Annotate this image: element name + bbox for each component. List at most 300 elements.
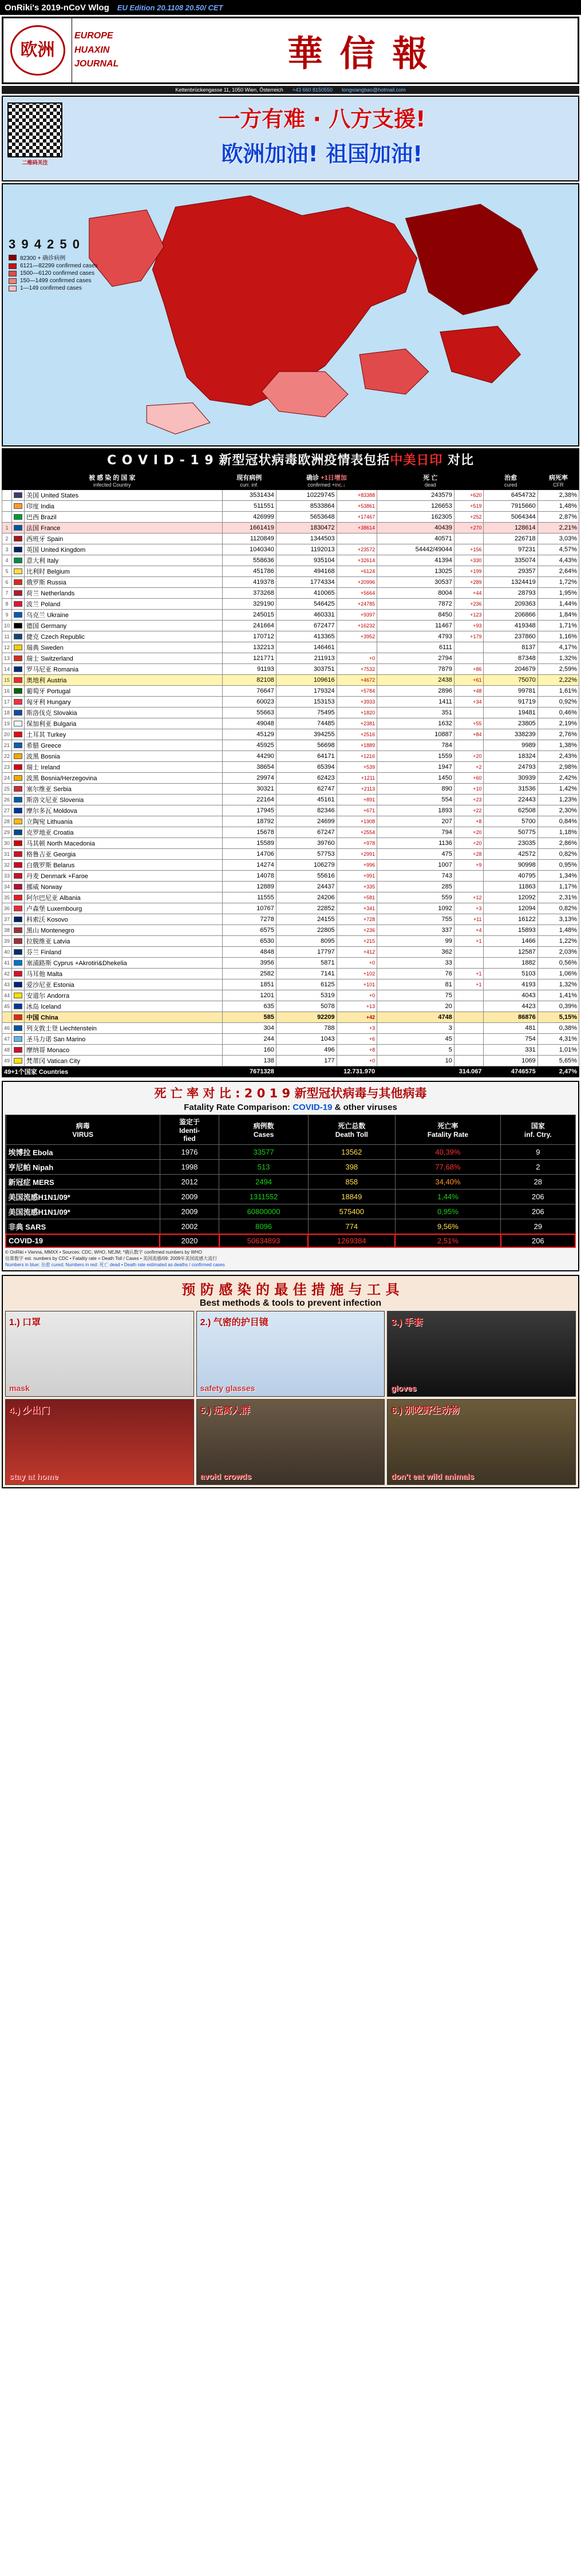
confirmed-delta: +38614: [337, 523, 377, 534]
country-name: 圣马力诺 San Marino: [25, 1034, 223, 1045]
country-name: 瑞士 Switzerland: [25, 653, 223, 664]
col-country: 被 感 染 的 国 家 infected Country: [2, 471, 223, 490]
confirmed-cases: 39760: [276, 838, 337, 849]
table-row: [2, 610, 579, 621]
country-flag-icon: [12, 512, 25, 523]
table-row: [2, 708, 579, 718]
confirmed-delta: [337, 534, 377, 544]
deaths: 40439: [377, 523, 454, 534]
row-rank: 16: [2, 686, 12, 697]
deaths: 554: [377, 795, 454, 805]
virus-fatality-rate: 1,44%: [395, 1190, 500, 1204]
country-flag-icon: [12, 621, 25, 631]
current-cases: 11555: [222, 892, 276, 903]
deaths-delta: +123: [454, 610, 484, 621]
total-label: 49+1个国家 Countries: [2, 1066, 223, 1077]
map-legend: [9, 237, 98, 291]
prevention-item-en: safety glasses: [200, 1384, 255, 1393]
virus-fatality-rate: 40,39%: [395, 1145, 500, 1160]
legend-row: [9, 285, 98, 291]
cured: 23805: [484, 718, 537, 729]
cured: 5700: [484, 816, 537, 827]
virus-country-count: 2: [501, 1160, 575, 1175]
row-rank: 36: [2, 903, 12, 914]
fatality-table: [5, 1115, 576, 1248]
fatality-subtitle-pre: Fatality Rate Comparison:: [184, 1103, 293, 1112]
virus-country-count: 9: [501, 1145, 575, 1160]
country-flag-icon: [12, 816, 25, 827]
row-rank: 33: [2, 871, 12, 882]
total-cfr: 2,47%: [537, 1066, 579, 1077]
confirmed-delta: +539: [337, 762, 377, 773]
current-cases: 304: [222, 1023, 276, 1034]
cured: 23035: [484, 838, 537, 849]
country-name: 安道尔 Andorra: [25, 990, 223, 1001]
deaths-delta: +60: [454, 773, 484, 784]
deaths: 13025: [377, 566, 454, 577]
country-name: 俄罗斯 Russia: [25, 577, 223, 588]
confirmed-cases: 303751: [276, 664, 337, 675]
cured: 8137: [484, 642, 537, 653]
row-rank: 2: [2, 534, 12, 544]
current-cases: 14078: [222, 871, 276, 882]
deaths: 1632: [377, 718, 454, 729]
deaths-delta: +86: [454, 664, 484, 675]
legend-row: [9, 253, 98, 262]
qr-caption: 二维码关注: [22, 160, 48, 165]
confirmed-cases: 494168: [276, 566, 337, 577]
deaths-delta: +4: [454, 925, 484, 936]
cfr: 1,61%: [537, 686, 579, 697]
prevention-title-cn: 预 防 感 染 的 最 佳 措 施 与 工 具: [181, 1282, 400, 1298]
confirmed-cases: 496: [276, 1045, 337, 1056]
deaths-delta: +3: [454, 903, 484, 914]
confirmed-delta: +0: [337, 653, 377, 664]
cured: 12094: [484, 903, 537, 914]
deaths-delta: +20: [454, 827, 484, 838]
row-rank: 21: [2, 740, 12, 751]
row-rank: 24: [2, 773, 12, 784]
deaths: 6111: [377, 642, 454, 653]
country-name: 芬兰 Finland: [25, 947, 223, 958]
current-cases: 7278: [222, 914, 276, 925]
qr-code-icon[interactable]: [7, 102, 62, 157]
confirmed-delta: +1211: [337, 773, 377, 784]
table-row: [2, 534, 579, 544]
deaths: 8004: [377, 588, 454, 599]
country-flag-icon: [12, 838, 25, 849]
confirmed-delta: +17467: [337, 512, 377, 523]
total-current: 7671328: [222, 1066, 276, 1077]
confirmed-cases: 1192013: [276, 544, 337, 555]
cfr: 3,13%: [537, 914, 579, 925]
cfr: 0,95%: [537, 860, 579, 871]
row-rank: 22: [2, 751, 12, 762]
confirmed-delta: +8: [337, 1045, 377, 1056]
cured: 19481: [484, 708, 537, 718]
cured: 338239: [484, 729, 537, 740]
cured: 22443: [484, 795, 537, 805]
country-name: 拉脱维亚 Latvia: [25, 936, 223, 947]
cured: 7915660: [484, 501, 537, 512]
virus-cases: 2494: [219, 1175, 309, 1190]
country-flag-icon: [12, 686, 25, 697]
cured: 30939: [484, 773, 537, 784]
cured: 5103: [484, 969, 537, 979]
confirmed-cases: 153153: [276, 697, 337, 708]
fatality-header-row: [6, 1115, 575, 1145]
deaths: 890: [377, 784, 454, 795]
country-name: 中国 China: [25, 1012, 223, 1023]
confirmed-delta: +7532: [337, 664, 377, 675]
prevention-item-cn: 3.) 手套: [391, 1318, 423, 1328]
prevention-item: [196, 1311, 385, 1397]
country-flag-icon: [12, 762, 25, 773]
deaths: 40571: [377, 534, 454, 544]
cfr: 1,42%: [537, 784, 579, 795]
map-graphic: [3, 184, 578, 445]
virus-deaths: 1269384: [308, 1234, 395, 1247]
virus-cases: 8096: [219, 1219, 309, 1235]
table-row: [2, 892, 579, 903]
prevention-item-cn: 2.) 气密的护目镜: [200, 1318, 268, 1328]
row-rank: 27: [2, 805, 12, 816]
col-cured: 治愈 cured: [484, 471, 537, 490]
confirmed-cases: 788: [276, 1023, 337, 1034]
table-row: [2, 1034, 579, 1045]
deaths: 10: [377, 1056, 454, 1066]
current-cases: 30321: [222, 784, 276, 795]
current-cases: 244: [222, 1034, 276, 1045]
deaths-delta: +61: [454, 675, 484, 686]
deaths-delta: [454, 958, 484, 969]
row-rank: 11: [2, 631, 12, 642]
table-row: [2, 544, 579, 555]
row-rank: 14: [2, 664, 12, 675]
legend-label: 1500—6120 confirmed cases: [20, 270, 95, 276]
country-flag-icon: [12, 675, 25, 686]
current-cases: 18792: [222, 816, 276, 827]
confirmed-delta: +341: [337, 903, 377, 914]
virus-year: 2002: [160, 1219, 219, 1235]
cfr: 2,03%: [537, 947, 579, 958]
virus-country-count: 206: [501, 1234, 575, 1247]
cured: 6454732: [484, 490, 537, 501]
country-name: 白俄罗斯 Belarus: [25, 860, 223, 871]
table-row: [2, 1023, 579, 1034]
deaths: 1893: [377, 805, 454, 816]
cured: 1324419: [484, 577, 537, 588]
current-cases: 15678: [222, 827, 276, 838]
deaths: 1450: [377, 773, 454, 784]
country-name: 波兰 Poland: [25, 599, 223, 610]
current-cases: 3956: [222, 958, 276, 969]
deaths-delta: +44: [454, 588, 484, 599]
country-flag-icon: [12, 979, 25, 990]
cfr: 2,30%: [537, 805, 579, 816]
cfr: 2,76%: [537, 729, 579, 740]
cured: 24793: [484, 762, 537, 773]
current-cases: 60023: [222, 697, 276, 708]
row-rank: 10: [2, 621, 12, 631]
confirmed-delta: +32614: [337, 555, 377, 566]
current-cases: 1120849: [222, 534, 276, 544]
cured: 331: [484, 1045, 537, 1056]
table-row: [2, 795, 579, 805]
table-row: [2, 686, 579, 697]
country-flag-icon: [12, 501, 25, 512]
cfr: 1,23%: [537, 795, 579, 805]
deaths: 33: [377, 958, 454, 969]
deaths-delta: +289: [454, 577, 484, 588]
virus-fatality-rate: 0,95%: [395, 1204, 500, 1219]
col-current: 现有病例 curr. inf.: [222, 471, 276, 490]
country-flag-icon: [12, 566, 25, 577]
cfr: 4,31%: [537, 1034, 579, 1045]
cfr: 2,86%: [537, 838, 579, 849]
country-flag-icon: [12, 936, 25, 947]
virus-year: 1976: [160, 1145, 219, 1160]
deaths-delta: +55: [454, 718, 484, 729]
confirmed-delta: +728: [337, 914, 377, 925]
confirmed-delta: +2516: [337, 729, 377, 740]
cfr: 1,32%: [537, 979, 579, 990]
deaths: 54442/49044: [377, 544, 454, 555]
deaths: 351: [377, 708, 454, 718]
country-name: 塞尔维亚 Serbia: [25, 784, 223, 795]
row-rank: 19: [2, 718, 12, 729]
deaths-delta: +28: [454, 849, 484, 860]
confirmed-delta: +996: [337, 860, 377, 871]
country-flag-icon: [12, 740, 25, 751]
country-name: 西班牙 Spain: [25, 534, 223, 544]
virus-deaths: 398: [308, 1160, 395, 1175]
deaths-delta: +1: [454, 979, 484, 990]
footnote-1: © OnRiki • Vienna, MMXX • Sources: CDC, WHO, NEJM; *确认数字 confirmed numbers by WHO: [5, 1250, 202, 1255]
table-row: [2, 664, 579, 675]
cured: 91719: [484, 697, 537, 708]
country-name: 保加利亚 Bulgaria: [25, 718, 223, 729]
country-flag-icon: [12, 1001, 25, 1012]
title-part-4: 对比: [442, 453, 475, 468]
confirmed-cases: 935104: [276, 555, 337, 566]
fatality-row: [6, 1160, 575, 1175]
table-title: [2, 448, 579, 471]
current-cases: 29974: [222, 773, 276, 784]
cfr: 2,98%: [537, 762, 579, 773]
confirmed-cases: 413365: [276, 631, 337, 642]
country-flag-icon: [12, 555, 25, 566]
current-cases: 91193: [222, 664, 276, 675]
logo-cn-text: 欧洲: [20, 41, 55, 60]
country-flag-icon: [12, 642, 25, 653]
deaths: 3: [377, 1023, 454, 1034]
current-cases: 10767: [222, 903, 276, 914]
prevention-item-cn: 4.) 少出门: [9, 1406, 50, 1416]
confirmed-cases: 460331: [276, 610, 337, 621]
country-flag-icon: [12, 892, 25, 903]
country-flag-icon: [12, 805, 25, 816]
legend-row: [9, 263, 98, 269]
confirmed-delta: +991: [337, 871, 377, 882]
country-name: 马耳他 Malta: [25, 969, 223, 979]
country-name: 斯洛伐克 Slovakia: [25, 708, 223, 718]
cfr: 4,43%: [537, 555, 579, 566]
deaths-delta: [454, 1012, 484, 1023]
deaths: 337: [377, 925, 454, 936]
country-name: 巴西 Brazil: [25, 512, 223, 523]
deaths-delta: [454, 871, 484, 882]
cured: 206866: [484, 610, 537, 621]
country-name: 德国 Germany: [25, 621, 223, 631]
current-cases: 419378: [222, 577, 276, 588]
deaths: 11467: [377, 621, 454, 631]
cfr: 1,22%: [537, 936, 579, 947]
country-flag-icon: [12, 958, 25, 969]
cured: 29357: [484, 566, 537, 577]
confirmed-cases: 57753: [276, 849, 337, 860]
prevention-item-cn: 1.) 口罩: [9, 1318, 41, 1328]
journal-words: [72, 18, 140, 82]
country-flag-icon: [12, 1012, 25, 1023]
row-rank: 49: [2, 1056, 12, 1066]
table-row: [2, 958, 579, 969]
confirmed-delta: +891: [337, 795, 377, 805]
confirmed-cases: 1344503: [276, 534, 337, 544]
deaths-delta: +252: [454, 512, 484, 523]
country-name: 土耳其 Turkey: [25, 729, 223, 740]
cured: 4193: [484, 979, 537, 990]
current-cases: 138: [222, 1056, 276, 1066]
country-name: 葡萄牙 Portugal: [25, 686, 223, 697]
virus-country-count: 29: [501, 1219, 575, 1235]
country-name: 印度 India: [25, 501, 223, 512]
country-flag-icon: [12, 795, 25, 805]
cured: 5064344: [484, 512, 537, 523]
current-cases: 170712: [222, 631, 276, 642]
confirmed-cases: 5653648: [276, 512, 337, 523]
virus-name: 新冠症 MERS: [6, 1175, 160, 1190]
deaths: 41394: [377, 555, 454, 566]
email[interactable]: tongxiangbao@hotmail.com: [342, 87, 406, 93]
current-cases: 329190: [222, 599, 276, 610]
table-row: [2, 762, 579, 773]
country-name: 摩纳哥 Monaco: [25, 1045, 223, 1056]
confirmed-cases: 146461: [276, 642, 337, 653]
deaths: 2794: [377, 653, 454, 664]
country-name: 爱沙尼亚 Estonia: [25, 979, 223, 990]
table-total-row: [2, 1066, 579, 1077]
total-cured: 4746575: [484, 1066, 537, 1077]
cfr: 1,01%: [537, 1045, 579, 1056]
cured: 42572: [484, 849, 537, 860]
confirmed-delta: +23572: [337, 544, 377, 555]
deaths-delta: [454, 534, 484, 544]
confirmed-delta: +1889: [337, 740, 377, 751]
table-row: [2, 849, 579, 860]
row-rank: 3: [2, 544, 12, 555]
current-cases: 14706: [222, 849, 276, 860]
cfr: 2,87%: [537, 512, 579, 523]
virus-name: 亨尼帕 Nipah: [6, 1160, 160, 1175]
cured: 209363: [484, 599, 537, 610]
virus-deaths: 18849: [308, 1190, 395, 1204]
deaths: 285: [377, 882, 454, 892]
confirmed-cases: 62423: [276, 773, 337, 784]
country-flag-icon: [12, 490, 25, 501]
row-rank: 18: [2, 708, 12, 718]
table-row: [2, 631, 579, 642]
confirmed-delta: +2991: [337, 849, 377, 860]
confirmed-delta: +581: [337, 892, 377, 903]
confirmed-delta: +4672: [337, 675, 377, 686]
country-name: 美国 United States: [25, 490, 223, 501]
row-rank: 13: [2, 653, 12, 664]
current-cases: 3531434: [222, 490, 276, 501]
confirmed-delta: +978: [337, 838, 377, 849]
table-row: [2, 1001, 579, 1012]
country-name: 奥地利 Austria: [25, 675, 223, 686]
country-flag-icon: [12, 544, 25, 555]
country-flag-icon: [12, 1023, 25, 1034]
deaths-delta: +34: [454, 697, 484, 708]
fatality-subtitle-post: & other viruses: [332, 1103, 397, 1112]
cfr: 2,64%: [537, 566, 579, 577]
cfr: 0,38%: [537, 1023, 579, 1034]
row-rank: [2, 490, 12, 501]
col-confirmed: 确诊 +1日增加 confirmed +inc.↓: [276, 471, 377, 490]
country-flag-icon: [12, 925, 25, 936]
table-row: [2, 838, 579, 849]
cured: 86876: [484, 1012, 537, 1023]
virus-name: 美国流感H1N1/09*: [6, 1190, 160, 1204]
country-name: 英国 United Kingdom: [25, 544, 223, 555]
confirmed-delta: +13: [337, 1001, 377, 1012]
deaths-delta: [454, 642, 484, 653]
legend-swatch: [9, 255, 17, 260]
deaths-delta: [454, 1056, 484, 1066]
deaths-delta: +23: [454, 795, 484, 805]
deaths-delta: +156: [454, 544, 484, 555]
fat-col-cases: 病例数 Cases: [219, 1115, 309, 1145]
deaths-delta: [454, 708, 484, 718]
cured: 4043: [484, 990, 537, 1001]
deaths: 475: [377, 849, 454, 860]
country-name: 摩尔多瓦 Moldova: [25, 805, 223, 816]
fatality-row: [6, 1190, 575, 1204]
virus-cases: 513: [219, 1160, 309, 1175]
current-cases: 6530: [222, 936, 276, 947]
virus-cases: 33577: [219, 1145, 309, 1160]
confirmed-cases: 394255: [276, 729, 337, 740]
table-row: [2, 653, 579, 664]
cfr: 2,21%: [537, 523, 579, 534]
cfr: 1,38%: [537, 740, 579, 751]
confirmed-cases: 24437: [276, 882, 337, 892]
cured: 9989: [484, 740, 537, 751]
prevention-title-en: Best methods & tools to prevent infection: [199, 1298, 382, 1309]
country-flag-icon: [12, 653, 25, 664]
cured: 1069: [484, 1056, 537, 1066]
title-part-2: 新型冠状病毒欧洲疫情表包括: [219, 453, 390, 468]
deaths: 1947: [377, 762, 454, 773]
cfr: 5,65%: [537, 1056, 579, 1066]
confirmed-delta: +2113: [337, 784, 377, 795]
deaths: 362: [377, 947, 454, 958]
confirmed-delta: +215: [337, 936, 377, 947]
europe-covid-map: [2, 183, 579, 447]
deaths: 81: [377, 979, 454, 990]
